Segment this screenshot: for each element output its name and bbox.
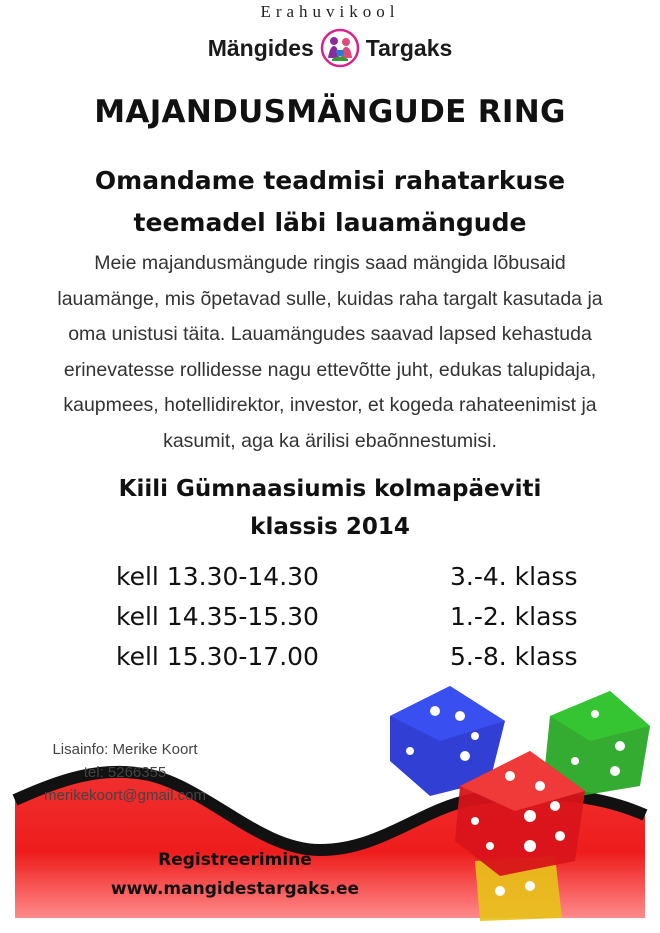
page-title: MAJANDUSMÄNGUDE RING [94,94,566,130]
contact-phone: tel: 5266355 [83,764,167,781]
location [0,470,660,546]
description-line: erinevatesse rollidesse nagu ettevõtte juht, edukas talupidaja, [63,358,597,381]
dice-illustration [380,676,660,921]
schedule-time: kell 13.30-14.30 [116,562,319,591]
location-line: klassis 2014 [250,514,410,540]
registration-url[interactable]: www.mangidestargaks.ee [110,879,360,899]
schedule-grade: 5.-8. klass [450,642,578,671]
contact-info [20,738,230,807]
schedule-grade: 3.-4. klass [450,562,578,591]
description-line: kaupmees, hotellidirektor, investor, et kogeda rahateenimist ja [63,394,597,417]
registration-label: Registreerimine [158,850,312,870]
brand-left-text: Mängides [207,34,314,61]
brand-logo [0,28,660,68]
schedule-grade: 1.-2. klass [450,602,578,631]
schedule [0,562,660,682]
location-line: Kiili Gümnaasiumis kolmapäeviti [118,476,542,502]
schedule-time: kell 15.30-17.00 [116,642,319,671]
subtitle-line: Omandame teadmisi rahatarkuse [94,166,566,195]
brand-right-text: Targaks [365,34,453,61]
description-line: kasumit, aga ka ärilisi ebaõnnestumisi. [163,429,497,452]
registration [110,846,360,904]
school-label: Erahuvikool [260,2,400,21]
subtitle [40,160,620,244]
description [44,246,616,460]
contact-name: Lisainfo: Merike Koort [52,741,198,758]
children-logo-icon [320,28,360,68]
subtitle-line: teemadel läbi lauamängude [133,208,527,237]
schedule-row [0,562,660,602]
schedule-time: kell 14.35-15.30 [116,602,319,631]
description-line: Meie majandusmängude ringis saad mängida lõbusaid [94,252,566,274]
schedule-row [0,602,660,642]
contact-email: merikekoort@gmail.com [44,787,206,804]
description-line: oma unistusi täita. Lauamängudes saavad lapsed kehastuda [68,323,592,346]
description-line: lauamänge, mis õpetavad sulle, kuidas raha targalt kasutada ja [57,287,603,310]
